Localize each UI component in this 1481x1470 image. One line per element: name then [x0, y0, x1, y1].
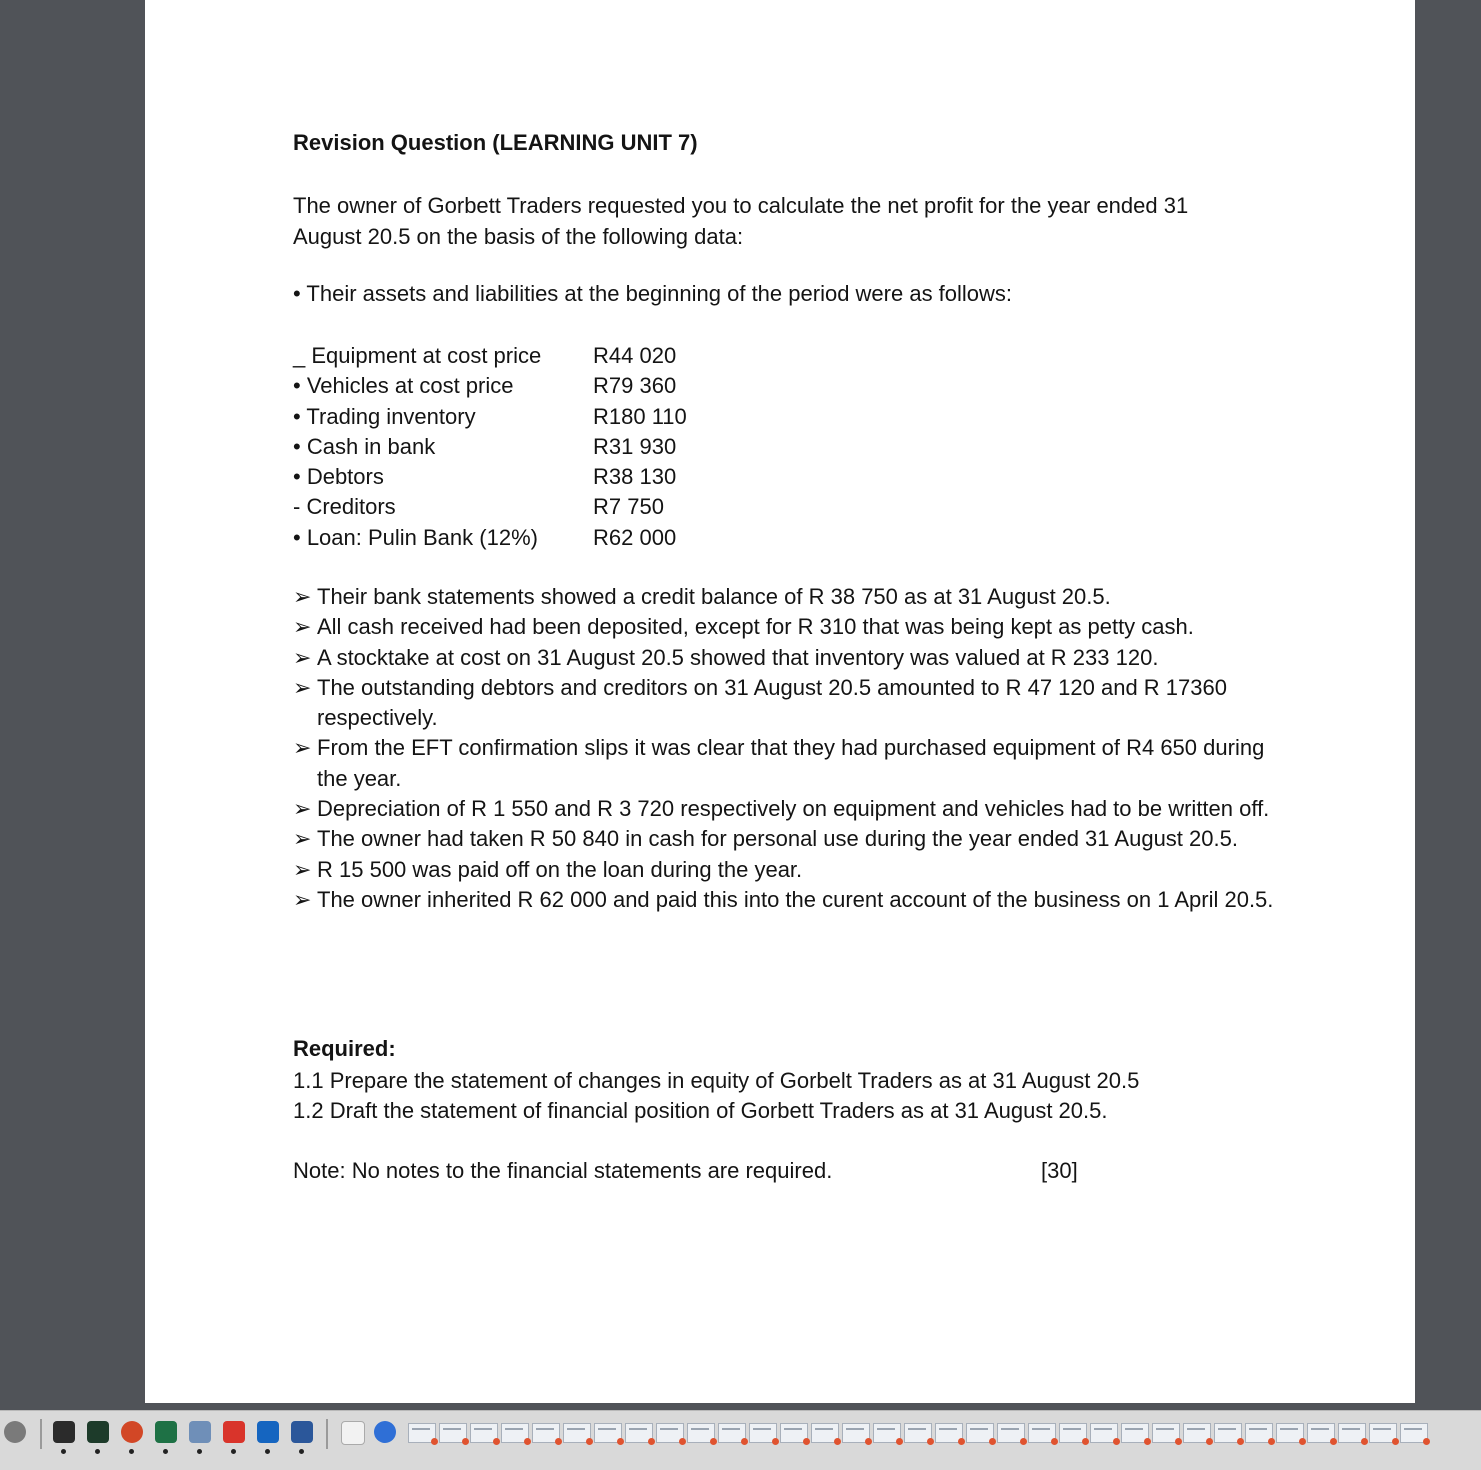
- thumbnail-line: [877, 1428, 895, 1430]
- asset-value: R79 360: [593, 373, 677, 399]
- thumbnail-line: [1156, 1428, 1174, 1430]
- dock-separator: [40, 1419, 42, 1449]
- minimized-window-thumbnail[interactable]: [1059, 1423, 1087, 1443]
- arrow-bullet-icon: ➢: [293, 614, 312, 640]
- arrow-bullet-icon: ➢: [293, 826, 312, 852]
- outlook-icon[interactable]: [257, 1421, 279, 1443]
- thumbnail-line: [1311, 1428, 1329, 1430]
- app-badge-icon: [586, 1438, 593, 1445]
- minimized-window-thumbnail[interactable]: [1152, 1423, 1180, 1443]
- thumbnail-line: [1094, 1428, 1112, 1430]
- app-badge-icon: [803, 1438, 810, 1445]
- app-badge-icon: [1361, 1438, 1368, 1445]
- minimized-window-thumbnail[interactable]: [656, 1423, 684, 1443]
- thumbnail-line: [815, 1428, 833, 1430]
- thumbnail-line: [970, 1428, 988, 1430]
- minimized-window-thumbnail[interactable]: [718, 1423, 746, 1443]
- asset-label: • Cash in bank: [293, 433, 436, 459]
- minimized-window-thumbnail[interactable]: [1400, 1423, 1428, 1443]
- marks-total: [30]: [1041, 1158, 1078, 1183]
- minimized-window-thumbnail[interactable]: [594, 1423, 622, 1443]
- asset-label: • Loan: Pulin Bank (12%): [293, 524, 538, 550]
- arrow-bullet-icon: ➢: [293, 584, 312, 609]
- app-badge-icon: [1299, 1438, 1306, 1445]
- running-indicator: [231, 1449, 236, 1454]
- fact-text: The owner inherited R 62 000 and paid this into the curent account of the business on 1 April 20.5.: [317, 886, 1274, 912]
- minimized-window-thumbnail[interactable]: [842, 1423, 870, 1443]
- requirement-item: 1.2 Draft the statement of financial position of Gorbett Traders as at 31 August 20.5.: [293, 1098, 1108, 1123]
- powerpoint-icon[interactable]: [121, 1421, 143, 1443]
- thumbnail-line: [1280, 1428, 1298, 1430]
- pdf-icon[interactable]: [223, 1421, 245, 1443]
- minimized-window-thumbnail[interactable]: [687, 1423, 715, 1443]
- app-badge-icon: [679, 1438, 686, 1445]
- thumbnail-line: [691, 1428, 709, 1430]
- fact-text: The owner had taken R 50 840 in cash for personal use during the year ended 31 August 20.5.: [317, 826, 1238, 852]
- thumbnail-line: [1001, 1428, 1019, 1430]
- document-page[interactable]: [145, 0, 1415, 1403]
- app-badge-icon: [648, 1438, 655, 1445]
- dock: [0, 1410, 1481, 1470]
- running-indicator: [129, 1449, 134, 1454]
- app-badge-icon: [555, 1438, 562, 1445]
- assets-heading: • Their assets and liabilities at the beginning of the period were as follows:: [293, 281, 1013, 306]
- minimized-window-thumbnail[interactable]: [811, 1423, 839, 1443]
- app-badge-icon: [989, 1438, 996, 1445]
- fact-item: [293, 612, 1293, 642]
- minimized-window-thumbnail[interactable]: [1090, 1423, 1118, 1443]
- minimized-window-thumbnail[interactable]: [1214, 1423, 1242, 1443]
- asset-label: • Debtors: [293, 464, 384, 490]
- excel-icon[interactable]: [155, 1421, 177, 1443]
- app-badge-icon: [462, 1438, 469, 1445]
- minimized-window-thumbnail[interactable]: [997, 1423, 1025, 1443]
- app-badge-icon: [865, 1438, 872, 1445]
- minimized-window-thumbnail[interactable]: [1307, 1423, 1335, 1443]
- running-indicator: [95, 1449, 100, 1454]
- thumbnail-line: [629, 1428, 647, 1430]
- thumbnail-line: [784, 1428, 802, 1430]
- running-indicator: [265, 1449, 270, 1454]
- thumbnail-line: [1249, 1428, 1267, 1430]
- app-badge-icon: [1268, 1438, 1275, 1445]
- app-badge-icon: [1082, 1438, 1089, 1445]
- app-badge-icon: [1175, 1438, 1182, 1445]
- thumbnail-line: [505, 1428, 523, 1430]
- minimized-window-thumbnail[interactable]: [532, 1423, 560, 1443]
- app-badge-icon: [741, 1438, 748, 1445]
- minimized-window-thumbnail[interactable]: [1121, 1423, 1149, 1443]
- running-indicator: [163, 1449, 168, 1454]
- arrow-bullet-icon: ➢: [293, 674, 312, 700]
- fact-text: All cash received had been deposited, except for R 310 that was being kept as petty cash.: [317, 614, 1194, 640]
- app-badge-icon: [927, 1438, 934, 1445]
- thumbnail-line: [1125, 1428, 1143, 1430]
- app-badge-icon: [1113, 1438, 1120, 1445]
- running-indicator: [61, 1449, 66, 1454]
- arrow-bullet-icon: ➢: [293, 796, 312, 822]
- minimized-window-thumbnail[interactable]: [439, 1423, 467, 1443]
- minimized-window-thumbnail[interactable]: [408, 1423, 436, 1443]
- fact-text: The outstanding debtors and creditors on 31 August 20.5 amounted to R 47 120 and R 17360 respectively.: [317, 674, 1227, 731]
- facts-list: [293, 582, 1293, 915]
- thumbnail-line: [1218, 1428, 1236, 1430]
- asset-value: R180 110: [593, 403, 687, 429]
- thumbnail-line: [1032, 1428, 1050, 1430]
- app-badge-icon: [896, 1438, 903, 1445]
- thumbnail-line: [443, 1428, 461, 1430]
- app-badge-icon: [1392, 1438, 1399, 1445]
- minimized-window-thumbnail[interactable]: [1028, 1423, 1056, 1443]
- thumbnail-line: [536, 1428, 554, 1430]
- fact-item: [293, 885, 1293, 915]
- app-badge-icon: [772, 1438, 779, 1445]
- thumbnail-line: [846, 1428, 864, 1430]
- minimized-window-thumbnail[interactable]: [780, 1423, 808, 1443]
- fact-text: From the EFT confirmation slips it was clear that they had purchased equipment of R4 650 during the year.: [317, 735, 1265, 791]
- fact-item: [293, 855, 1293, 885]
- fact-item: [293, 643, 1293, 673]
- fact-text: Depreciation of R 1 550 and R 3 720 respectively on equipment and vehicles had to be written off.: [317, 796, 1270, 822]
- minimized-window-thumbnail[interactable]: [1369, 1423, 1397, 1443]
- required-heading: Required:: [293, 1036, 396, 1061]
- thumbnail-line: [567, 1428, 585, 1430]
- thumbnail-line: [722, 1428, 740, 1430]
- arrow-bullet-icon: ➢: [293, 886, 312, 912]
- running-indicator: [299, 1449, 304, 1454]
- page-title: Revision Question (LEARNING UNIT 7): [293, 130, 698, 155]
- thumbnail-line: [939, 1428, 957, 1430]
- dock-separator: [326, 1419, 328, 1449]
- app-badge-icon: [431, 1438, 438, 1445]
- asset-value: R44 020: [593, 343, 677, 368]
- thumbnail-line: [660, 1428, 678, 1430]
- word-icon[interactable]: [291, 1421, 313, 1443]
- document-icon[interactable]: [341, 1421, 365, 1445]
- app-badge-icon: [834, 1438, 841, 1445]
- minimized-window-thumbnail[interactable]: [935, 1423, 963, 1443]
- minimized-window-thumbnail[interactable]: [1276, 1423, 1304, 1443]
- thumbnail-line: [908, 1428, 926, 1430]
- app-badge-icon: [617, 1438, 624, 1445]
- thumbnail-line: [1404, 1428, 1422, 1430]
- fact-text: Their bank statements showed a credit balance of R 38 750 as at 31 August 20.5.: [317, 584, 1111, 609]
- asset-label: _ Equipment at cost price: [293, 343, 542, 368]
- intro-paragraph: The owner of Gorbett Traders requested you to calculate the net profit for the year ended 31 August 20.5 on the basis of the following data:: [293, 193, 1189, 249]
- running-indicator: [197, 1449, 202, 1454]
- minimized-window-thumbnail[interactable]: [904, 1423, 932, 1443]
- app-badge-icon: [710, 1438, 717, 1445]
- fact-item: [293, 673, 1293, 734]
- minimized-window-thumbnail[interactable]: [470, 1423, 498, 1443]
- requirement-item: 1.1 Prepare the statement of changes in equity of Gorbelt Traders as at 31 August 20.5: [293, 1068, 1140, 1093]
- preview-icon[interactable]: [189, 1421, 211, 1443]
- fact-item: [293, 733, 1293, 794]
- fact-item: [293, 824, 1293, 854]
- thumbnail-line: [474, 1428, 492, 1430]
- asset-value: R7 750: [593, 494, 664, 520]
- thumbnail-line: [598, 1428, 616, 1430]
- minimized-window-thumbnail[interactable]: [966, 1423, 994, 1443]
- asset-label: - Creditors: [293, 494, 396, 520]
- minimized-window-thumbnail[interactable]: [873, 1423, 901, 1443]
- arrow-bullet-icon: ➢: [293, 644, 312, 670]
- thumbnail-line: [1063, 1428, 1081, 1430]
- fact-item: [293, 794, 1293, 824]
- app-badge-icon: [1020, 1438, 1027, 1445]
- app-badge-icon: [493, 1438, 500, 1445]
- note-text: Note: No notes to the financial statements are required.: [293, 1158, 833, 1183]
- app-badge-icon: [1423, 1438, 1430, 1445]
- fact-text: R 15 500 was paid off on the loan during the year.: [317, 856, 803, 882]
- thumbnail-line: [1342, 1428, 1360, 1430]
- asset-label: • Trading inventory: [293, 403, 476, 429]
- app-badge-icon: [958, 1438, 965, 1445]
- fact-item: [293, 582, 1293, 612]
- system-preferences-icon[interactable]: [4, 1421, 26, 1443]
- fact-text: A stocktake at cost on 31 August 20.5 showed that inventory was valued at R 233 120.: [317, 644, 1159, 670]
- app-badge-icon: [1330, 1438, 1337, 1445]
- thumbnail-line: [1187, 1428, 1205, 1430]
- thumbnail-line: [1373, 1428, 1391, 1430]
- thumbnail-line: [412, 1428, 430, 1430]
- asset-value: R38 130: [593, 464, 677, 490]
- app-badge-icon: [1051, 1438, 1058, 1445]
- minimized-window-thumbnail[interactable]: [749, 1423, 777, 1443]
- asset-value: R62 000: [593, 524, 677, 550]
- asset-value: R31 930: [593, 433, 677, 459]
- activity-monitor-icon[interactable]: [87, 1421, 109, 1443]
- minimized-window-thumbnail[interactable]: [1245, 1423, 1273, 1443]
- app-badge-icon: [1237, 1438, 1244, 1445]
- app-badge-icon: [524, 1438, 531, 1445]
- arrow-bullet-icon: ➢: [293, 856, 312, 882]
- minimized-window-thumbnail[interactable]: [501, 1423, 529, 1443]
- minimized-window-thumbnail[interactable]: [625, 1423, 653, 1443]
- app-badge-icon: [1206, 1438, 1213, 1445]
- minimized-window-thumbnail[interactable]: [1338, 1423, 1366, 1443]
- arrow-bullet-icon: ➢: [293, 735, 312, 761]
- app-badge-icon: [1144, 1438, 1151, 1445]
- globe-icon[interactable]: [374, 1421, 396, 1443]
- minimized-window-thumbnail[interactable]: [563, 1423, 591, 1443]
- asset-label: • Vehicles at cost price: [293, 373, 514, 399]
- terminal-icon[interactable]: [53, 1421, 75, 1443]
- minimized-window-thumbnail[interactable]: [1183, 1423, 1211, 1443]
- thumbnail-line: [753, 1428, 771, 1430]
